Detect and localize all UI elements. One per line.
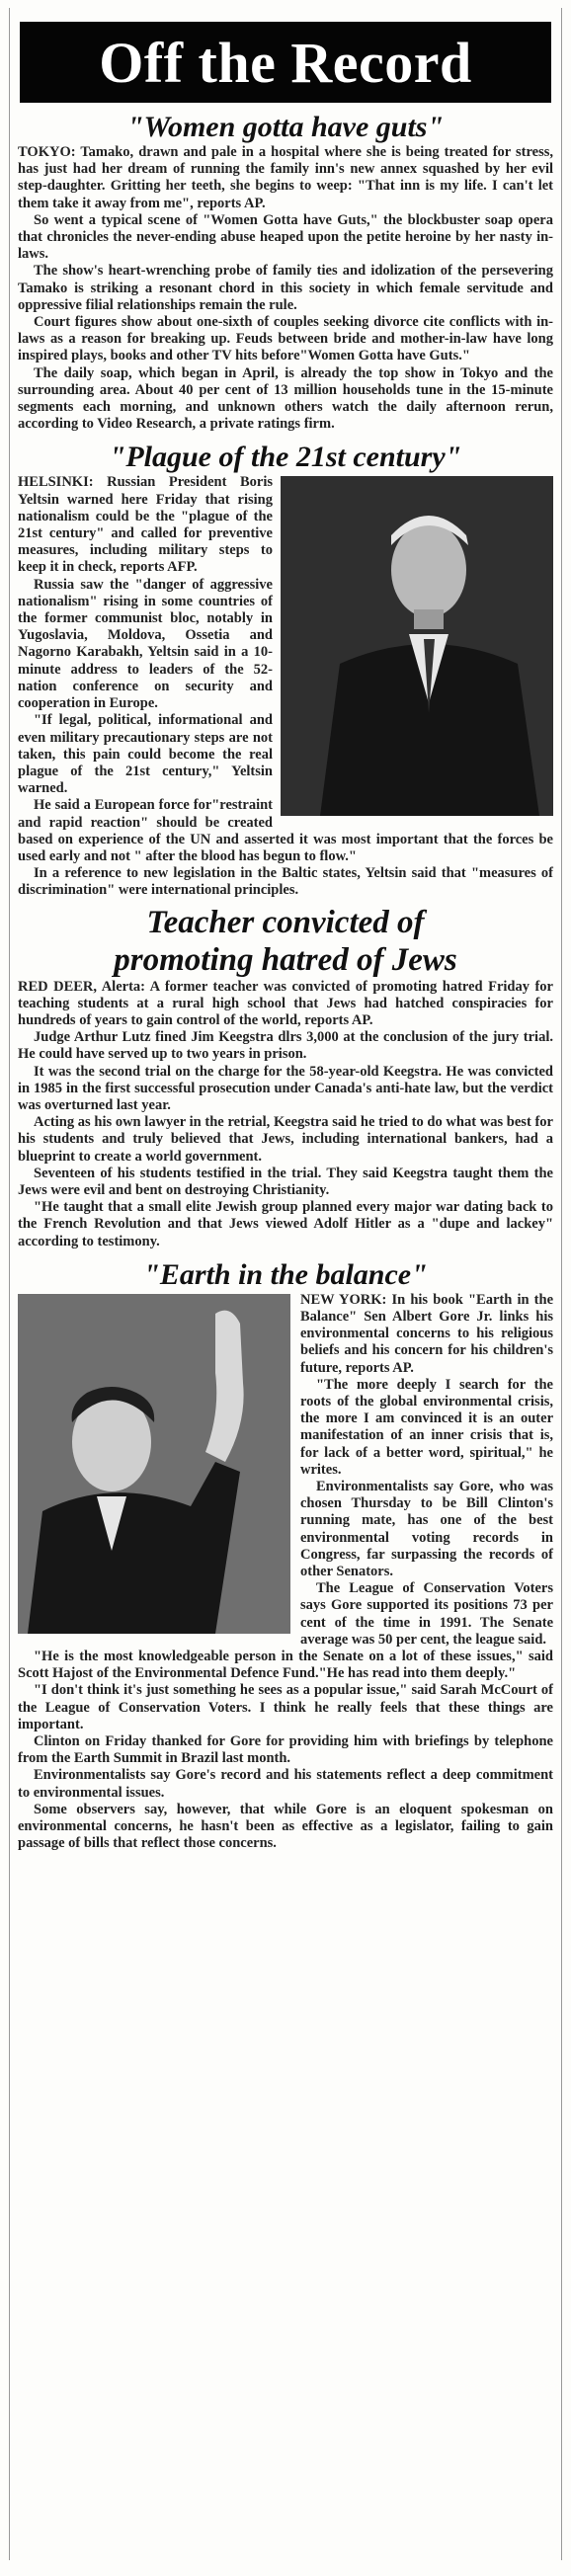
article-paragraph: The show's heart-wrenching probe of family ties and idolization of the persevering Tamako is striking a resonant chord in this society in which female servitude and oppressive filial relationships remain the rule. (18, 263, 553, 313)
portrait-photo-icon (281, 476, 553, 816)
article-paragraph: Judge Arthur Lutz fined Jim Keegstra dlrs 3,000 at the conclusion of the jury trial. He could have served up to two years in prison. (18, 1029, 553, 1063)
article-paragraph: So went a typical scene of "Women Gotta have Guts," the blockbuster soap opera that chronicles the never-ending abuse heaped upon the petite heroine by her nasty in-laws. (18, 211, 553, 263)
article-dateline: RED DEER, Alerta: (18, 978, 145, 995)
article-paragraph: Acting as his own lawyer in the retrial, Keegstra said he tried to do what was best for his students and truly believed that Jews, including international bankers, had a blueprint to create a world government. (18, 1114, 553, 1165)
article-headline (10, 904, 561, 979)
article-paragraph: "The more deeply I search for the roots of the global environmental crisis, the more I am convinced it is an outer manifestation of an inner crisis that is, for lack of a better word, spiritual," he writes. (300, 1376, 553, 1478)
article-headline: "Plague of the 21st century" (109, 441, 462, 474)
article-headline: "Earth in the balance" (143, 1257, 428, 1291)
headline-line-1: Teacher convicted of (146, 904, 425, 940)
newspaper-column (9, 8, 562, 2560)
article-paragraph: Environmentalists say Gore, who was chosen Thursday to be Bill Clinton's running mate, has one of the best environmental voting records in Congress, far surpassing the records of other Senators. (300, 1479, 553, 1580)
article-paragraph: TOKYO: Tamako, drawn and pale in a hospital where she is being treated for stress, has just had her dream of running the family inn's new annex squashed by her evil step-daughter. Gritting her teeth, she begins to weep: "That inn is my life. I can't let them take it away from me", reports AP. (18, 144, 553, 211)
article-paragraph: "He is the most knowledgeable person in the Senate on a lot of these issues," said Scott Hajost of the Environmental Defence Fund."He has read into them deeply." (18, 1649, 553, 1682)
article-body (18, 474, 553, 899)
article-dateline: TOKYO: (18, 144, 76, 160)
article-paragraph: "If legal, political, informational and even military precautionary steps are not taken, this pain could become the real plague of the 21st century," Yeltsin warned. (18, 712, 273, 797)
article-paragraph: "He taught that a small elite Jewish group planned every major war dating back to the French Revolution and that Jews viewed Adolf Hitler as a "dupe and lackey" according to testimony. (18, 1199, 553, 1249)
article-dateline: HELSINKI: (18, 474, 94, 491)
article-paragraph: The League of Conservation Voters says Gore supported its positions 73 per cent of the time in 1991. The Senate average was 50 per cent, the league said. (300, 1580, 553, 1648)
article-paragraph: In a reference to new legislation in the Baltic states, Yeltsin said that "measures of discrimination" were international principles. (18, 865, 553, 899)
article-paragraph: Environmentalists say Gore's record and his statements reflect a deep commitment to environmental issues. (18, 1767, 553, 1801)
masthead-banner (20, 22, 551, 103)
article-paragraph: He said a European force for"restraint and rapid reaction" should be created based on experience of the UN and asserted it was most important that the forces be used early and not " after the blood has begun to flow." (18, 797, 553, 864)
article-paragraph: Seventeen of his students testified in the trial. They said Keegstra taught them the Jews were evil and bent on destroying Christianity. (18, 1165, 553, 1198)
article-teacher-convicted (10, 904, 561, 1250)
yeltsin-photo (281, 476, 553, 816)
article-paragraph: The daily soap, which began in April, is already the top show in Tokyo and the surrounding area. About 40 per cent of 13 million households tune in the 15-minute segments each morning, and unknown others watch the daily afternoon rerun, according to Video Research, a private ratings firm. (18, 364, 553, 433)
headline-line-2: promoting hatred of Jews (114, 941, 457, 978)
portrait-photo-icon (18, 1294, 290, 1634)
article-plague-21st-century (10, 441, 561, 899)
article-paragraph: It was the second trial on the charge for the 58-year-old Keegstra. He was convicted in 1985 in the first successful prosecution under Canada's anti-hate law, but the verdict was overturned last year. (18, 1063, 553, 1113)
article-earth-in-the-balance (10, 1258, 561, 1853)
article-paragraph: Some observers say, however, that while Gore is an eloquent spokesman on environmental concerns, he hasn't been as effective as a legislator, failing to gain passage of bills that reflect those concerns. (18, 1801, 553, 1852)
article-paragraph: "I don't think it's just something he sees as a popular issue," said Sarah McCourt of the League of Conservation Voters. I think he really feels that these things are important. (18, 1682, 553, 1732)
article-headline: "Women gotta have guts" (126, 111, 445, 143)
gore-photo (18, 1294, 290, 1634)
article-body (18, 144, 553, 433)
article-paragraph: Clinton on Friday thanked for Gore for providing him with briefings by telephone from the Earth Summit in Brazil last month. (18, 1733, 553, 1767)
article-dateline: NEW YORK: (300, 1291, 387, 1308)
article-paragraph: NEW YORK: In his book "Earth in the Balance" Sen Albert Gore Jr. links his environmental concerns to his religious beliefs and his concern for his children's future, reports AP. (300, 1291, 554, 1376)
article-paragraph: HELSINKI: Russian President Boris Yeltsin warned here Friday that rising nationalism could be the "plague of the 21st century" and called for preventive measures, including military steps to keep it in check, reports AFP. (18, 474, 273, 576)
article-body (18, 979, 553, 1250)
article-paragraph: Court figures show about one-sixth of couples seeking divorce cite conflicts with in-laws as a reason for breaking up. Feuds between bride and mother-in-law have long inspired plays, books and other TV hits before"Women Gotta have Guts." (18, 314, 553, 364)
article-paragraph: Russia saw the "danger of aggressive nationalism" rising in some countries of the former communist bloc, notably in Yugoslavia, Moldova, Ossetia and Nagorno Karabakh, Yeltsin said in a 10-minute address to leaders of the 52-nation conference on security and cooperation in Europe. (18, 576, 273, 712)
masthead-title: Off the Record (99, 30, 472, 95)
article-paragraph: RED DEER, Alerta: A former teacher was convicted of promoting hatred Friday for teaching students at a rural high school that Jews had hatched conspiracies for hundreds of years to gain control of the world, reports AP. (18, 978, 553, 1028)
article-body (18, 1292, 553, 1853)
article-women-gotta-have-guts (10, 111, 561, 433)
